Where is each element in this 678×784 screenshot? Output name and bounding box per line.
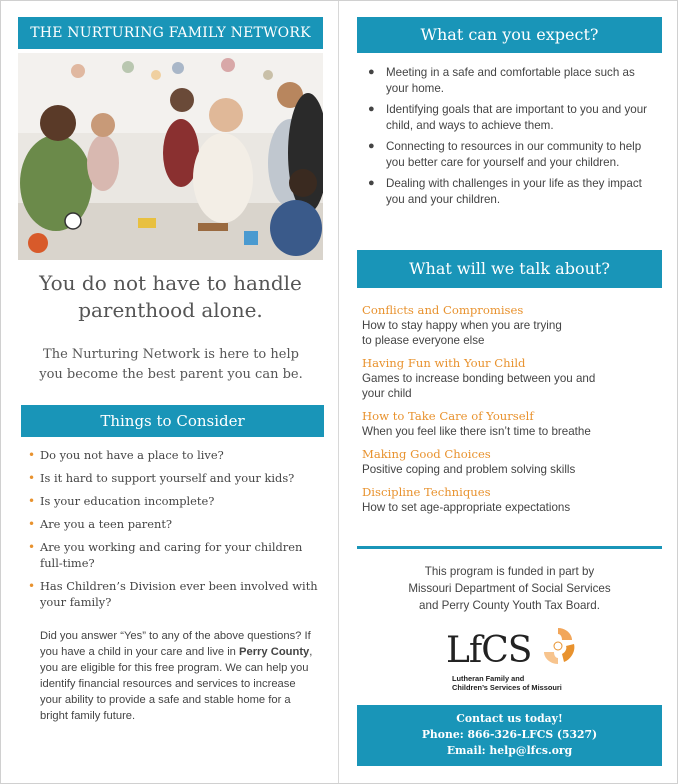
section-divider <box>357 546 662 549</box>
list-item: • Has Children’s Division ever been involved with your family? <box>28 579 318 609</box>
topic-description: Positive coping and problem solving skills <box>362 463 576 476</box>
topic-description: to please everyone else <box>362 334 485 347</box>
bullet-icon: ● <box>368 177 375 189</box>
eligibility-paragraph: Did you answer “Yes” to any of the above questions? If you have a child in your care and live in Perry County, you are eligible for this free program. We can help you identify financial resources and services to increase your ability to provide a safe and stable home for a bright family future. <box>40 630 313 722</box>
bullet-icon: ● <box>368 66 375 78</box>
list-item: • Do you not have a place to live? <box>28 448 224 462</box>
bullet-icon: • <box>28 471 36 485</box>
logo-wordmark: LfCS <box>446 630 532 671</box>
logo-subtitle: Lutheran Family and Children’s Services of Missouri <box>452 674 562 692</box>
list-item: ● Dealing with challenges in your life as they impact you and your children. <box>368 177 642 206</box>
talk-about-header: What will we talk about? <box>357 250 662 288</box>
bullet-icon: ● <box>368 103 375 115</box>
things-to-consider-header: Things to Consider <box>21 405 324 437</box>
topic-description: When you feel like there isn’t time to breathe <box>362 425 591 438</box>
list-item: • Is your education incomplete? <box>28 494 215 508</box>
bullet-icon: • <box>28 448 36 462</box>
bullet-icon: • <box>28 517 36 531</box>
contact-phone[interactable]: Phone: 866-326-LFCS (5327) <box>421 728 598 741</box>
topic-item <box>362 356 662 401</box>
topic-description: your child <box>362 387 412 400</box>
headline-line-2: parenthood alone. <box>78 298 263 322</box>
topic-description: Games to increase bonding between you and <box>362 372 596 385</box>
contact-email[interactable]: Email: help@lfcs.org <box>446 744 573 757</box>
topic-title: Discipline Techniques <box>362 485 491 499</box>
list-item: • Are you working and caring for your children full-time? <box>28 540 303 570</box>
list-item: • Are you a teen parent? <box>28 517 172 531</box>
bullet-icon: • <box>28 540 36 554</box>
funding-statement: This program is funded in part by Missouri Department of Social Services and Perry County Youth Tax Board. <box>408 565 611 612</box>
perry-county-emphasis: Perry County <box>239 646 310 658</box>
headline <box>18 270 323 324</box>
bullet-icon: • <box>28 494 36 508</box>
topic-item <box>362 447 662 477</box>
contact-box <box>357 705 662 766</box>
what-to-expect-header: What can you expect? <box>357 17 662 53</box>
topic-description: How to set age-appropriate expectations <box>362 501 571 514</box>
list-item: ● Identifying goals that are important to you and your child, and ways to achieve them. <box>368 103 648 132</box>
logo-mark-icon <box>536 624 580 668</box>
expect-list <box>368 65 658 213</box>
topics-list <box>362 303 662 523</box>
family-photo <box>18 53 323 260</box>
contact-heading: Contact us today! <box>456 712 563 725</box>
topic-item <box>362 409 662 439</box>
lfcs-logo <box>440 624 590 696</box>
headline-line-1: You do not have to handle <box>39 271 302 295</box>
bullet-icon: • <box>28 579 36 593</box>
brochure-title: THE NURTURING FAMILY NETWORK <box>18 17 323 49</box>
topic-title: Making Good Choices <box>362 447 491 461</box>
topic-title: Conflicts and Compromises <box>362 303 524 317</box>
list-item: ● Connecting to resources in our community to help you better care for yourself and your children. <box>368 140 642 169</box>
subheadline <box>22 345 320 385</box>
topic-description: How to stay happy when you are trying <box>362 319 562 332</box>
consider-list <box>28 447 323 617</box>
list-item: • Is it hard to support yourself and your kids? <box>28 471 295 485</box>
list-item: ● Meeting in a safe and comfortable place such as your home. <box>368 66 635 95</box>
subheadline-line-1: The Nurturing Network is here to help <box>43 347 299 362</box>
subheadline-line-2: you become the best parent you can be. <box>39 367 303 382</box>
topic-title: Having Fun with Your Child <box>362 356 526 370</box>
topic-item <box>362 485 662 515</box>
topic-item <box>362 303 662 348</box>
bullet-icon: ● <box>368 140 375 152</box>
topic-title: How to Take Care of Yourself <box>362 409 534 423</box>
